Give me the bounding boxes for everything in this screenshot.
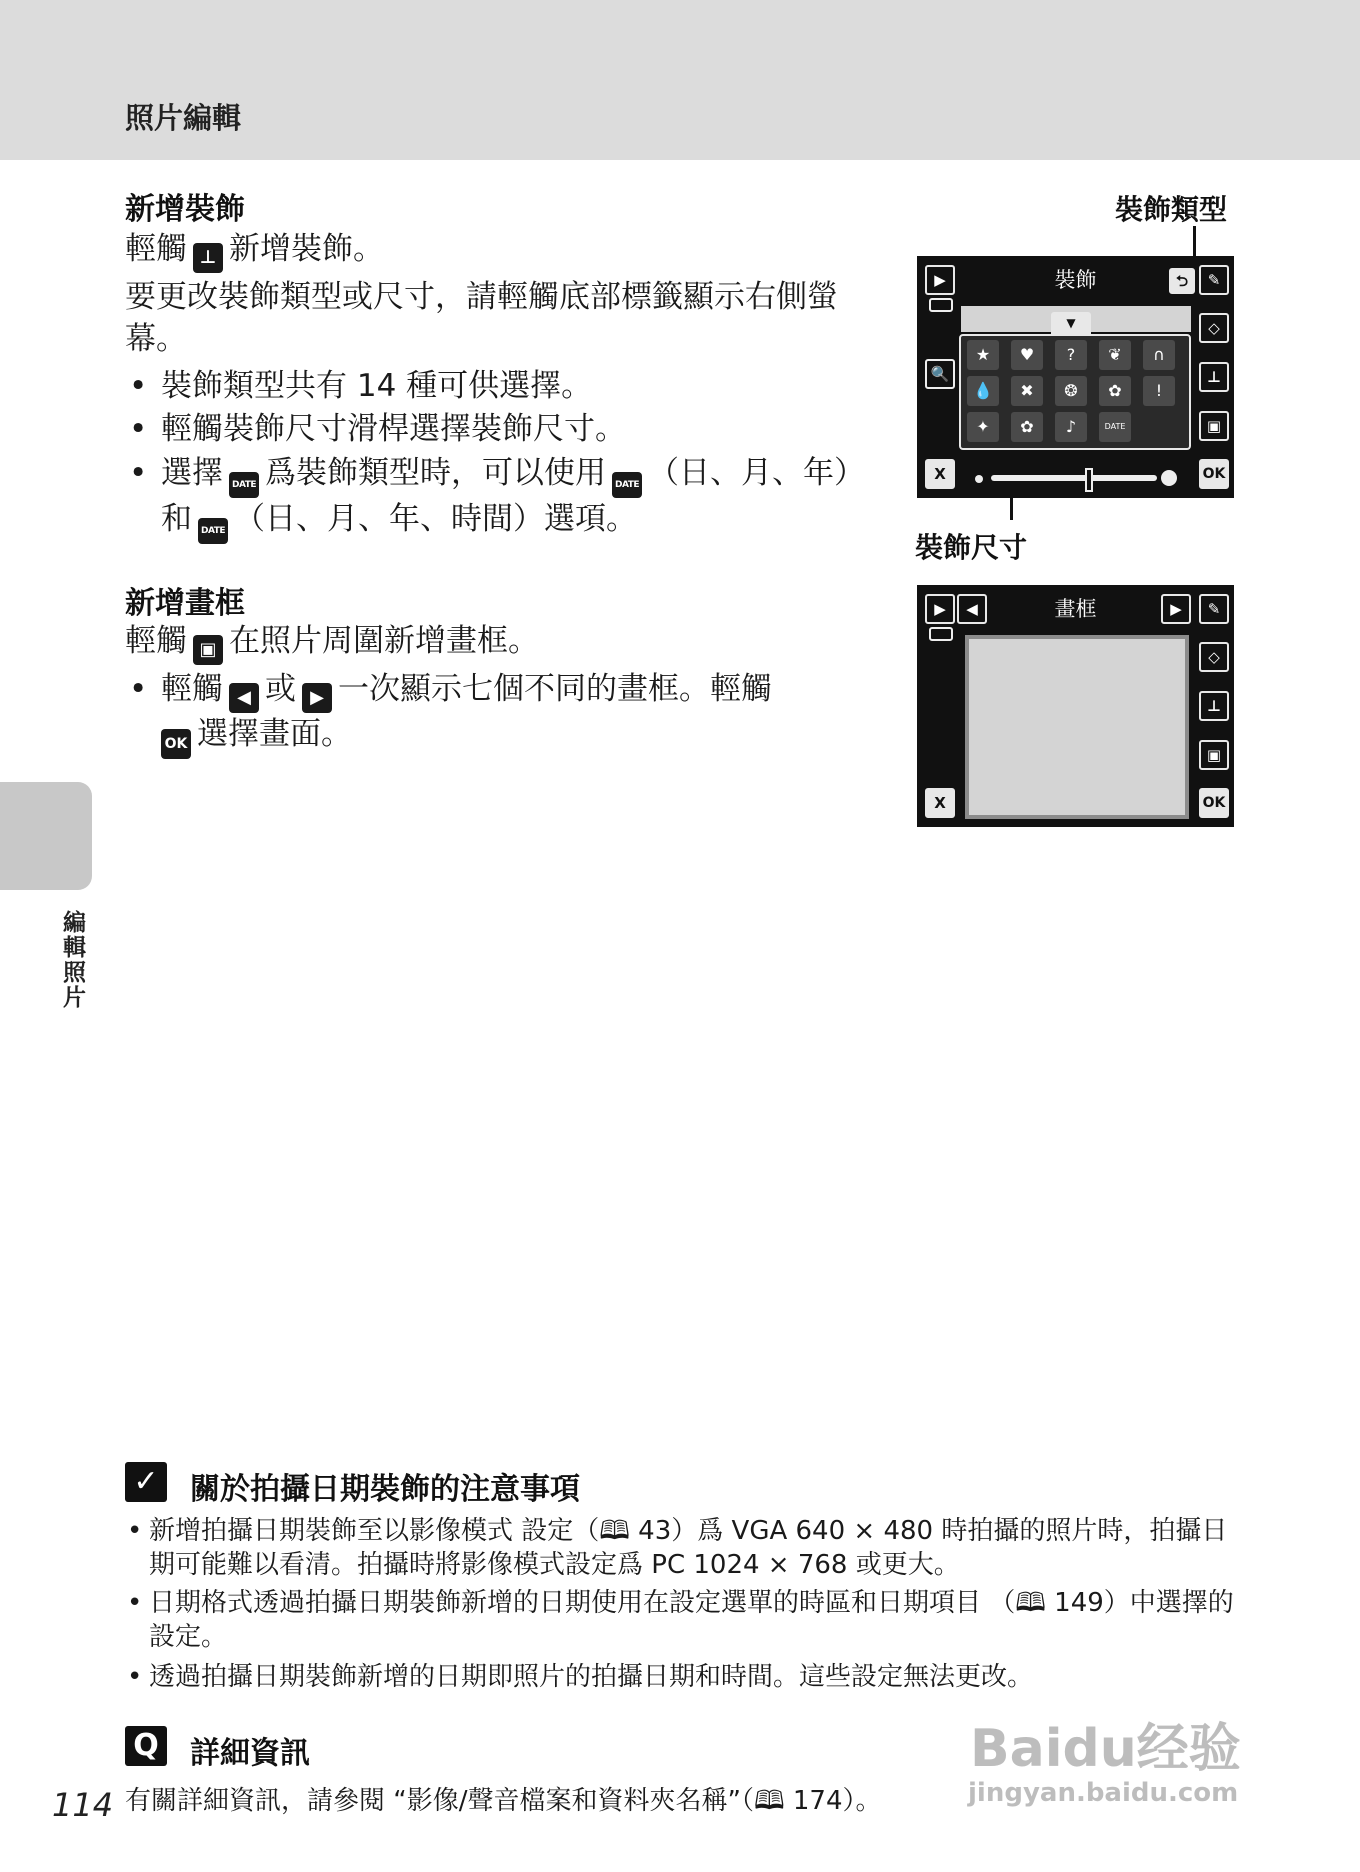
section1-line1 [125,228,384,273]
deco-date[interactable]: DATE [1099,412,1131,442]
close-button[interactable]: X [925,459,955,489]
ok-icon: OK [161,729,191,759]
check-icon: ✓ [125,1462,167,1502]
page-header [0,0,1360,160]
chevron-down-icon[interactable]: ▼ [1051,312,1091,334]
eraser-icon[interactable]: ◇ [1199,313,1229,343]
playback-icon: ▶ [925,265,955,295]
deco-exclaim[interactable]: ! [1143,376,1175,406]
deco-note[interactable]: ♪ [1055,412,1087,442]
section-heading-frame: 新增畫框 [125,586,245,621]
watermark-url: jingyan.baidu.com [968,1778,1239,1808]
date-icon: DATE [612,472,642,498]
text: 新增裝飾。 [229,231,384,267]
stamp-icon: ⊥ [193,243,223,273]
deco-flower[interactable]: ✿ [1011,412,1043,442]
side-tab [0,782,92,890]
deco-drop[interactable]: 💧 [967,376,999,406]
deco-horseshoe[interactable]: ∩ [1143,340,1175,370]
text: 選擇 [161,455,223,491]
page-number: 114 [52,1786,114,1824]
bullet-item [125,452,885,544]
deco-sparkle[interactable]: ✦ [967,412,999,442]
text: 輕觸 [125,231,187,267]
zoom-icon[interactable]: 🔍 [925,359,955,389]
text: 或 [265,671,296,707]
prev-frame-button[interactable]: ◀ [957,594,987,624]
side-tab-label: 編輯照片 [59,910,85,1010]
section2-line1 [125,620,539,665]
decoration-screen [917,256,1234,498]
note-text: 有關詳細資訊，請參閱 “影像/聲音檔案和資料夾名稱”（🕮 174）。 [125,1786,882,1816]
note-item: • 新增拍攝日期裝飾至以影像模式 設定（🕮 43）爲 VGA 640 × 480 時拍攝的照片時，拍攝日期可能難以看清。拍攝時將影像模式設定爲 PC 1024 × 768 或更大。 [125,1514,1245,1582]
playback-icon: ▶ [925,594,955,624]
text: 選擇畫面。 [197,716,352,752]
bullet-item: • 輕觸裝飾尺寸滑桿選擇裝飾尺寸。 [125,408,885,450]
chevron-right-icon: ▶ [302,683,332,713]
battery-icon [929,627,953,641]
deco-question[interactable]: ? [1055,340,1087,370]
magnifier-icon: Q [125,1726,167,1766]
date-icon: DATE [229,472,259,498]
note-item: • 透過拍攝日期裝飾新增的日期即照片的拍攝日期和時間。這些設定無法更改。 [125,1660,1245,1694]
note-title: 關於拍攝日期裝飾的注意事項 [190,1472,580,1507]
text: 一次顯示七個不同的畫框。輕觸 [338,671,772,707]
note-item: • 日期格式透過拍攝日期裝飾新增的日期使用在設定選單的時區和日期項目 （🕮 149）中選擇的設定。 [125,1586,1245,1654]
callout-decoration-type: 裝飾類型 [1115,193,1228,226]
ok-button[interactable]: OK [1199,788,1229,818]
next-frame-button[interactable]: ▶ [1161,594,1191,624]
bullet-item: • 裝飾類型共有 14 種可供選擇。 [125,365,885,407]
frame-icon: ▣ [193,635,223,665]
text: 輕觸 [125,623,187,659]
deco-star[interactable]: ★ [967,340,999,370]
section-heading-decoration: 新增裝飾 [125,192,245,227]
date-time-icon: DATE [198,518,228,544]
chevron-left-icon: ◀ [229,683,259,713]
ok-button[interactable]: OK [1199,459,1229,489]
size-small-icon [975,475,983,483]
decoration-type-palette [959,334,1191,450]
frame-screen [917,585,1234,827]
frame-icon[interactable]: ▣ [1199,740,1229,770]
stamp-icon[interactable]: ⊥ [1199,362,1229,392]
callout-decoration-size: 裝飾尺寸 [915,531,1028,564]
screen-title: 畫框 [1054,597,1097,621]
text: （日、月、年）和 [161,455,865,537]
pencil-icon[interactable]: ✎ [1199,594,1229,624]
frame-preview [965,635,1189,819]
stamp-icon[interactable]: ⊥ [1199,691,1229,721]
pencil-icon[interactable]: ✎ [1199,265,1229,295]
eraser-icon[interactable]: ◇ [1199,642,1229,672]
text: （日、月、年、時間）選項。 [234,501,637,537]
header-title: 照片編輯 [125,101,242,135]
close-button[interactable]: X [925,788,955,818]
frame-icon[interactable]: ▣ [1199,411,1229,441]
size-slider-handle[interactable] [1085,468,1093,492]
watermark-brand: Baidu经验 [970,1719,1241,1779]
deco-leaf[interactable]: ❦ [1099,340,1131,370]
note-title: 詳細資訊 [190,1736,310,1771]
size-large-icon [1161,470,1177,486]
deco-heart[interactable]: ♥ [1011,340,1043,370]
bullet-item [125,668,885,759]
back-button[interactable]: ⮌ [1169,268,1195,294]
battery-icon [929,298,953,312]
section1-paragraph: 要更改裝飾類型或尺寸，請輕觸底部標籤顯示右側螢幕。 [125,279,838,357]
size-slider-track[interactable] [991,475,1157,481]
screen-title: 裝飾 [1054,268,1097,292]
deco-butterfly[interactable]: ✖ [1011,376,1043,406]
deco-ribbon[interactable]: ✿ [1099,376,1131,406]
deco-gem[interactable]: ❂ [1055,376,1087,406]
text: 爲裝飾類型時，可以使用 [265,455,606,491]
text: 輕觸 [161,671,223,707]
text: 在照片周圍新增畫框。 [229,623,539,659]
